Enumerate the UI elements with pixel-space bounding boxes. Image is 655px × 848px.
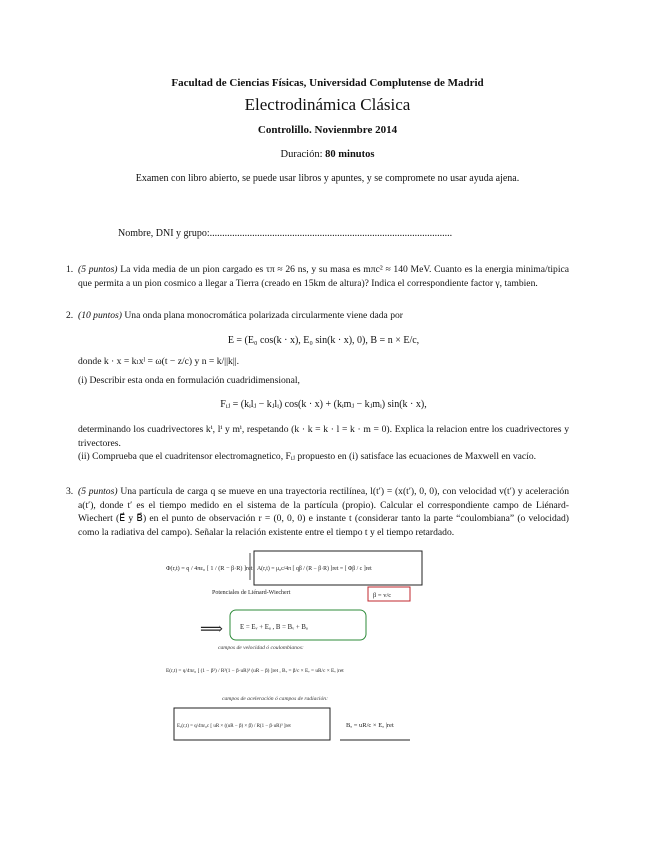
duration-line (0, 149, 655, 160)
equation-fields: E = (E₀ cos(k · x), E₀ sin(k · x), 0), B = n × E/c, (227, 334, 420, 346)
vector-potential: A(r,t) = μ₀c/4π [ qβ / (R − β·R) ]ret = [ Φβ / c ]ret (257, 566, 372, 572)
question-number: 3. (66, 486, 74, 497)
acceleration-field: Eₐ(r,t) = q/4πε₀c [ uR × ((uR − β) × β̇) / R(1 − β·uR)³ ]ret (177, 724, 291, 729)
caption-velocity: campos de velocidad ó coulombianos: (218, 645, 304, 651)
question-text: La vida media de un pion cargado es τπ ≈ 26 ns, y su masa es mπc² ≈ 140 MeV. Cuanto es la energia minima/tipica que permita a un pion cosmico a llegar a Tierra (creado en 15km de altura)? Indica el correspondiente factor γ, tambien. (78, 264, 570, 289)
phi-potential: Φ(r,t) = q / 4πε₀ [ 1 / (R − β·R) ]ret (166, 565, 253, 572)
duration-label: Duración: (280, 149, 323, 160)
beta-definition: β = v/c (373, 592, 392, 599)
question-3 (66, 485, 569, 539)
field-split: E = Eᵥ + Eₐ , B = Bᵥ + Bₐ (240, 624, 308, 631)
formula-sketch (160, 548, 440, 743)
caption-potentials: Potenciales de Liénard-Wiechert (212, 590, 291, 596)
velocity-field: E(r,t) = q/4πε₀ [ (1 − β²) / R²(1 − β·uR)³ (uR − β) ]ret , Bᵥ = β/c × Eᵥ = uR/c × Eᵥ |ret (166, 668, 344, 674)
question-part-ii: (ii) Comprueba que el cuadritensor electromagnetico, Fᵢⱼ propuesto en (i) satisface las ecuaciones de Maxwell en vacío. (78, 451, 537, 463)
exam-subtitle: Controlillo. Novienmbre 2014 (257, 124, 398, 136)
name-field[interactable]: Nombre, DNI y grupo:................................................................................................. (118, 228, 453, 239)
question-text: Una partícula de carga q se mueve en una trayectoria rectilínea, l(t′) = (x(t′), 0, 0), con velocidad v(t′) y aceleración a(t′), donde t′ es el tiempo medido en el sistema de la partícula (propio). Calcular el correspondiente campo de Liénard-Wiechert (E⃗ y B⃗) en el punto de observación r = (0, 0, 0) e instante t (considerar tanto la parte “coulombiana” (o velocidad) como la radiativa del campo). Señalar la relación existente entre el tiempo t y el tiempo retardado. (78, 486, 570, 538)
implies-arrow-icon: ⟹ (200, 621, 223, 638)
faculty-heading: Facultad de Ciencias Físicas, Universidad Complutense de Madrid (171, 77, 484, 89)
question-points: (5 puntos) (78, 264, 118, 275)
question-2 (66, 309, 569, 464)
question-number: 2. (66, 310, 74, 321)
question-points: (5 puntos) (78, 486, 118, 497)
question-line: donde k · x = kₗxˡ = ω(t − z/c) y n = k/||k||. (78, 356, 240, 368)
question-part-i: (i) Describir esta onda en formulación cuadridimensional, (78, 374, 300, 386)
equation-tensor: Fᵢⱼ = (kᵢlⱼ − kⱼlᵢ) cos(k · x) + (kᵢmⱼ − kⱼmᵢ) sin(k · x), (220, 399, 427, 411)
acceleration-magnetic-field: Bₐ = uR/c × Eₐ |ret (346, 722, 394, 729)
course-title: Electrodinámica Clásica (244, 95, 411, 114)
question-number: 1. (66, 264, 74, 275)
question-line: determinando los cuadrivectores kⁱ, lⁱ y mⁱ, respetando (k · k = k · l = k · m = 0). Explica la relacion entre los cuadrivectores y trivectores. (78, 423, 569, 449)
duration-value: 80 minutos (325, 149, 375, 160)
caption-acceleration: campos de aceleración ó campos de radiación: (222, 696, 328, 702)
question-points: (10 puntos) (78, 310, 122, 321)
exam-instructions: Examen con libro abierto, se puede usar libros y apuntes, y se compromete no usar ayuda ajena. (135, 173, 520, 184)
question-intro: Una onda plana monocromática polarizada circularmente viene dada por (124, 310, 403, 321)
question-1 (66, 263, 569, 290)
